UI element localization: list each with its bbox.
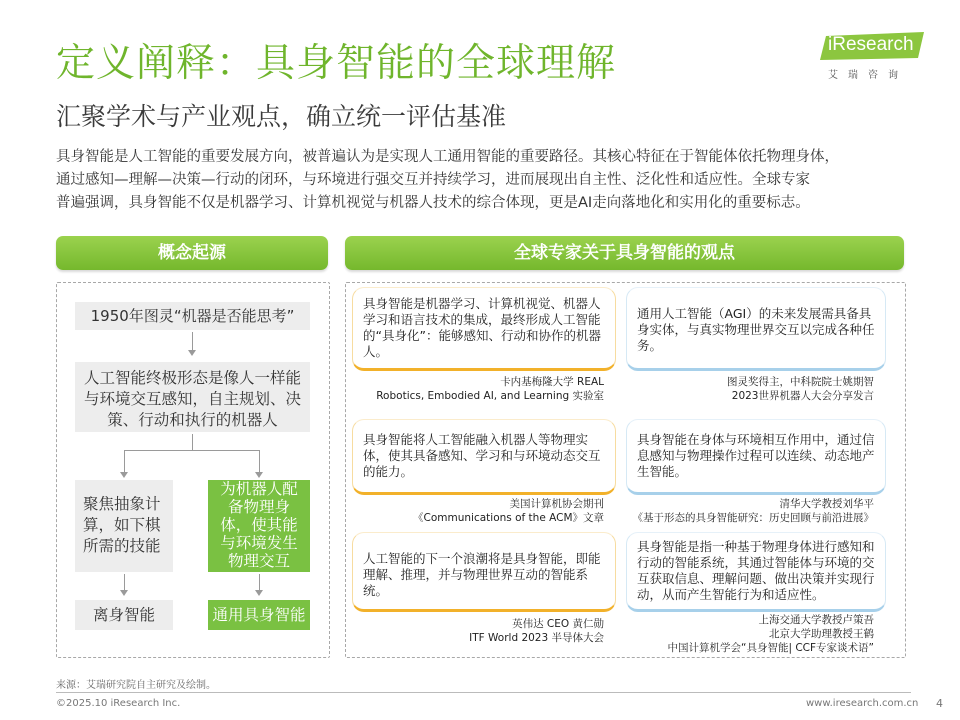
- page-number: 4: [936, 697, 943, 710]
- abstract-computation-box: 聚焦抽象计算，如下棋所需的技能: [75, 480, 173, 572]
- website-url: www.iresearch.com.cn: [806, 698, 919, 709]
- arrow-down-icon: [120, 590, 128, 596]
- logo-subtext: 艾瑞咨询: [828, 70, 908, 81]
- expert-views-header: 全球专家关于具身智能的观点: [345, 236, 904, 270]
- iresearch-logo: [820, 30, 930, 82]
- quote-bubble: [352, 419, 616, 495]
- quote-bubble: [352, 532, 616, 612]
- quote-source: [626, 497, 874, 525]
- quote-source-line: 北京大学助理教授王鹤: [769, 628, 874, 640]
- quote-source: [626, 613, 874, 655]
- logo-text: iResearch: [828, 34, 914, 55]
- quote-text: 人工智能的下一个浪潮将是具身智能，即能理解、推理，并与物理世界互动的智能系统。: [363, 551, 601, 598]
- page-title: 定义阐释：具身智能的全球理解: [56, 41, 617, 86]
- arrow-down-icon: [255, 590, 263, 596]
- connector-line: [192, 332, 193, 350]
- quote-bubble: [626, 532, 886, 612]
- quote-text: 具身智能在身体与环境相互作用中，通过信息感知与物理操作过程可以连续、动态地产生智能。: [637, 432, 875, 479]
- quote-source: [352, 375, 604, 403]
- footer-divider: [56, 692, 911, 693]
- quote-bubble: [352, 287, 616, 371]
- quote-source-line: ITF World 2023 半导体大会: [469, 632, 604, 644]
- quote-source-line: 卡内基梅隆大学 REAL: [500, 376, 604, 388]
- connector-line: [124, 450, 260, 451]
- arrow-down-icon: [188, 350, 196, 356]
- connector-line: [259, 574, 260, 590]
- connector-line: [192, 434, 193, 450]
- turing-question-box: 1950年图灵“机器是否能思考”: [75, 302, 310, 330]
- quote-source-line: 清华大学教授刘华平: [779, 498, 874, 510]
- copyright: ©2025.10 iResearch Inc.: [56, 698, 181, 709]
- quote-source: [352, 497, 604, 525]
- quote-text: 具身智能将人工智能融入机器人等物理实体，使其具备感知、学习和与环境动态交互的能力。: [363, 432, 601, 479]
- quote-source-line: 图灵奖得主，中科院院士姚期智: [727, 376, 874, 388]
- arrow-down-icon: [120, 472, 128, 478]
- connector-line: [124, 450, 125, 472]
- arrow-down-icon: [255, 472, 263, 478]
- quote-source-line: 英伟达 CEO 黄仁勋: [512, 618, 604, 630]
- intro-line: 普遍强调，具身智能不仅是机器学习、计算机视觉与机器人技术的综合体现，更是AI走向落地化和实用化的重要标志。: [56, 195, 810, 211]
- quote-source: [626, 375, 874, 403]
- concept-origin-header: 概念起源: [56, 236, 328, 270]
- page-subtitle: 汇聚学术与产业观点，确立统一评估基准: [56, 102, 507, 131]
- quote-source-line: 上海交通大学教授卢策吾: [758, 614, 874, 626]
- physical-body-box: 为机器人配备物理身体，使其能与环境发生物理交互: [208, 480, 310, 572]
- quote-source-line: 中国计算机学会“具身智能| CCF专家谈术语”: [667, 642, 874, 654]
- intro-paragraph: [56, 146, 916, 215]
- general-embodied-intelligence-box: 通用具身智能: [208, 600, 310, 630]
- ultimate-form-box: 人工智能终极形态是像人一样能与环境交互感知，自主规划、决策、行动和执行的机器人: [75, 362, 310, 432]
- intro-line: 具身智能是人工智能的重要发展方向，被普遍认为是实现人工通用智能的重要路径。其核心特征在于智能体依托物理身体，: [56, 149, 839, 165]
- quote-source-line: 美国计算机协会期刊: [509, 498, 604, 510]
- connector-line: [259, 450, 260, 472]
- quote-text: 具身智能是指一种基于物理身体进行感知和行动的智能系统，其通过智能体与环境的交互获取信息、理解问题、做出决策并实现行动，从而产生智能行为和适应性。: [637, 539, 875, 602]
- source-note: 来源：艾瑞研究院自主研究及绘制。: [56, 680, 216, 691]
- quote-text: 具身智能是机器学习、计算机视觉、机器人学习和语言技术的集成，最终形成人工智能的“具身化”：能够感知、行动和协作的机器人。: [363, 296, 601, 359]
- quote-source: [352, 617, 604, 645]
- quote-source-line: 2023世界机器人大会分享发言: [731, 390, 874, 402]
- quote-source-line: Robotics, Embodied AI, and Learning 实验室: [376, 390, 604, 402]
- connector-line: [124, 574, 125, 590]
- quote-bubble: [626, 419, 886, 495]
- intro-line: 通过感知—理解—决策—行动的闭环，与环境进行强交互并持续学习，进而展现出自主性、泛化性和适应性。全球专家: [56, 172, 810, 188]
- quote-bubble: [626, 287, 886, 371]
- disembodied-intelligence-box: 离身智能: [75, 600, 173, 630]
- quote-source-line: 《基于形态的具身智能研究：历史回顾与前沿进展》: [632, 512, 874, 524]
- quote-source-line: 《Communications of the ACM》文章: [413, 512, 604, 524]
- quote-text: 通用人工智能（AGI）的未来发展需具备具身实体，与真实物理世界交互以完成各种任务。: [637, 306, 875, 353]
